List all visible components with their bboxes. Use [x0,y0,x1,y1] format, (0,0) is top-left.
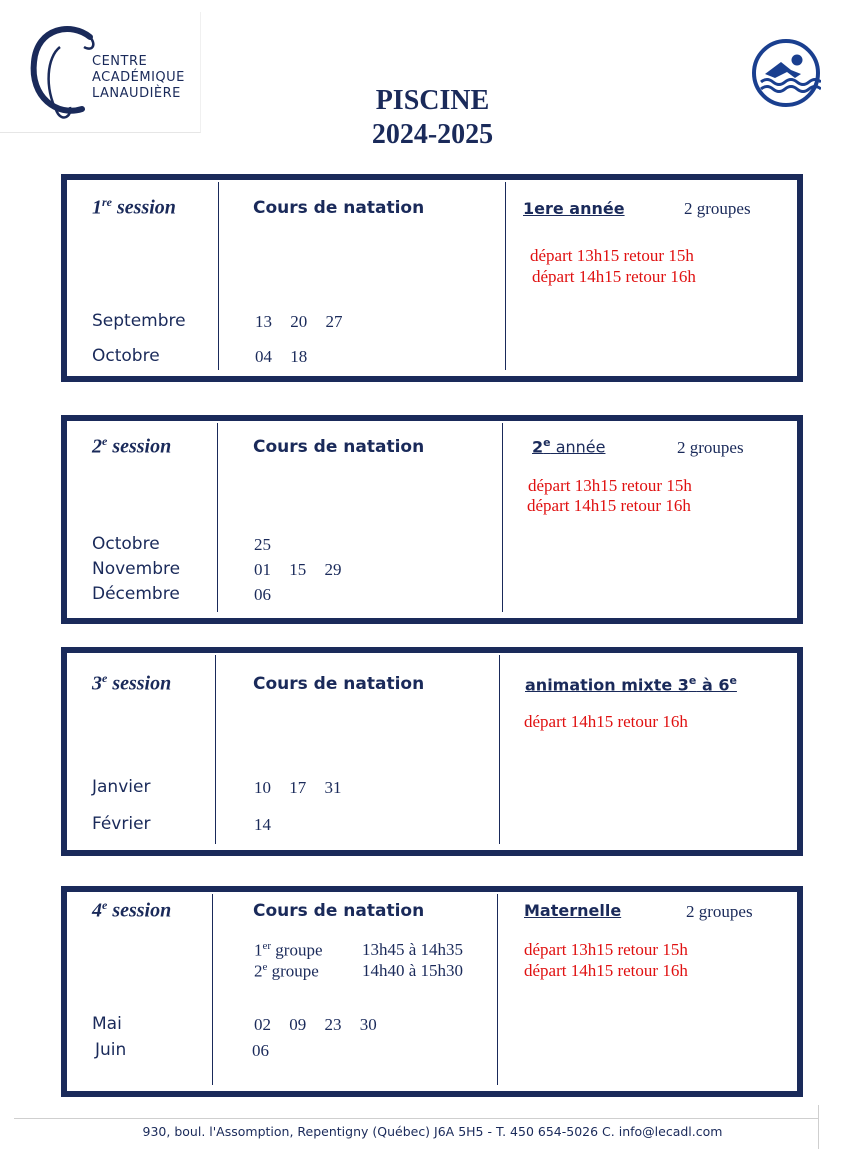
session-2-groups: 2 groupes [677,438,744,457]
session-4-title: 4e session [92,898,172,922]
session-1-dates-2: 04 18 [255,347,308,366]
session-4-groups: 2 groupes [686,902,753,921]
session-2-course: Cours de natation [253,437,425,457]
session-2-title: 2e session [92,434,172,458]
session-2-month-1: Octobre [92,534,160,554]
session-3-divider-1 [215,655,216,844]
session-4-dates-1: 02 09 23 30 [254,1015,377,1034]
session-4-dates-2: 06 [252,1041,269,1060]
session-3-divider-2 [499,655,500,844]
session-3-depart-1: départ 14h15 retour 16h [524,712,688,731]
session-2-depart-1: départ 13h15 retour 15h [528,476,692,495]
session-4-group-1-label: 1er groupe [254,940,323,960]
session-4-group-2-label: 2e groupe [254,961,319,981]
session-2-depart-2: départ 14h15 retour 16h [527,496,691,515]
session-3-dates-1: 10 17 31 [254,778,342,797]
session-2-dates-1: 25 [254,535,271,554]
session-1-groups: 2 groupes [684,199,751,218]
session-2-dates-2: 01 15 29 [254,560,342,579]
session-3-course: Cours de natation [253,674,425,694]
session-4-group-2-time: 14h40 à 15h30 [362,961,464,980]
footer-address: 930, boul. l'Assomption, Repentigny (Québec) J6A 5H5 - T. 450 654-5026 C. info@lecadl.com [142,1124,723,1139]
session-1-title: 1re session [92,195,176,219]
session-3-level: animation mixte 3e à 6e [525,674,737,695]
session-4-depart-2: départ 14h15 retour 16h [524,961,688,980]
logo-line-2: ACADÉMIQUE [92,70,185,85]
swimmer-icon [751,38,821,108]
session-2-divider-2 [502,423,503,612]
title-line-1: PISCINE [375,85,490,116]
session-4-divider-1 [212,894,213,1085]
session-4-depart-1: départ 13h15 retour 15h [524,940,688,959]
session-1-month-2: Octobre [92,346,160,366]
page-title [0,84,865,152]
title-line-2: 2024-2025 [371,119,494,150]
session-4-month-1: Mai [92,1014,122,1034]
footer-divider [14,1118,819,1119]
session-3-month-2: Février [92,814,151,834]
session-1-course: Cours de natation [253,198,425,218]
session-3-title: 3e session [92,671,172,695]
logo-line-3: LANAUDIÈRE [92,86,181,101]
session-3-month-1: Janvier [92,777,151,797]
logo-line-1: CENTRE [92,54,148,69]
session-4-course: Cours de natation [253,901,425,921]
session-1-divider-1 [218,182,219,370]
session-1-depart-1: départ 13h15 retour 15h [530,246,694,265]
session-1-level: 1ere année [523,199,625,218]
session-4-divider-2 [497,894,498,1085]
session-2-divider-1 [217,423,218,612]
session-4-level: Maternelle [524,901,622,920]
session-1-month-1: Septembre [92,311,186,331]
session-4-month-2: Juin [95,1040,127,1060]
session-2-dates-3: 06 [254,585,271,604]
session-1-dates-1: 13 20 27 [255,312,343,331]
session-1-divider-2 [505,182,506,370]
session-3-dates-2: 14 [254,815,271,834]
session-1-depart-2: départ 14h15 retour 16h [532,267,696,286]
session-2-month-2: Novembre [92,559,181,579]
session-2-level: 2e année [532,436,606,457]
session-4-group-1-time: 13h45 à 14h35 [362,940,464,959]
session-2-month-3: Décembre [92,584,180,604]
